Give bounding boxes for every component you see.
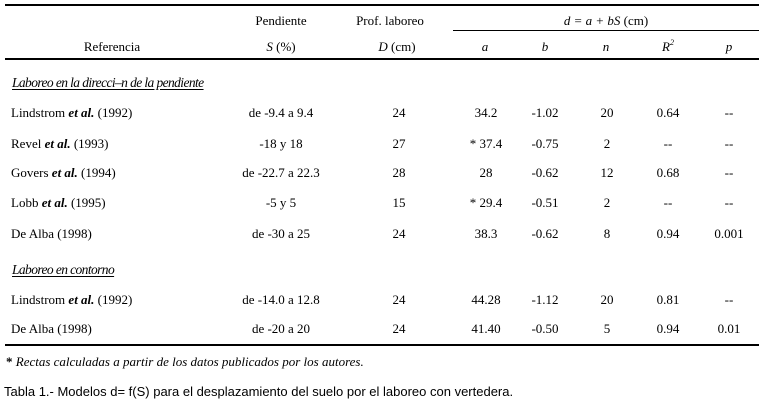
ref-author: Revel	[11, 136, 42, 151]
equation-text: d = a + bS	[563, 13, 621, 28]
header-slope	[266, 39, 295, 55]
table-row-ref	[11, 136, 109, 152]
footnote-text: Rectas calculadas a partir de los datos publicados por los autores.	[15, 354, 364, 369]
cell-slope: de -30 a 25	[251, 226, 311, 241]
table-row-ref	[11, 105, 132, 121]
slope-unit: (%)	[276, 39, 296, 54]
cell-b: -0.50	[531, 321, 559, 336]
cell-a: * 29.4	[469, 195, 503, 210]
header-b: b	[541, 39, 549, 54]
cell-r2: 0.64	[656, 105, 680, 120]
cell-b: -1.02	[531, 105, 559, 120]
cell-depth: 15	[392, 195, 406, 210]
cell-a: * 37.4	[469, 136, 503, 151]
ref-etal: et al.	[41, 195, 68, 210]
cell-a: 38.3	[474, 226, 498, 241]
cell-n: 12	[600, 165, 614, 180]
cell-n: 8	[603, 226, 611, 241]
cell-depth: 24	[392, 105, 406, 120]
cell-depth: 28	[392, 165, 406, 180]
cell-p: --	[724, 165, 734, 180]
table-row-ref	[11, 226, 92, 242]
depth-symbol: D	[378, 39, 388, 54]
cell-b: -1.12	[531, 292, 559, 307]
ref-author: Lindstrom	[11, 105, 66, 120]
r-symbol: R	[662, 39, 670, 54]
section-title-slope: Laboreo en la direcci–n de la pendiente	[12, 75, 204, 90]
cell-b: -0.51	[531, 195, 559, 210]
cell-p: 0.001	[714, 226, 744, 241]
ref-author: Lobb	[11, 195, 39, 210]
depth-unit: (cm)	[391, 39, 416, 54]
cell-n: 2	[603, 195, 611, 210]
ref-author: Govers	[11, 165, 49, 180]
cell-b: -0.75	[531, 136, 559, 151]
cell-slope: de -14.0 a 12.8	[242, 292, 320, 307]
cell-depth: 24	[392, 226, 406, 241]
table-row-ref	[11, 292, 132, 308]
bottom-rule	[5, 344, 759, 346]
r-superscript: 2	[669, 38, 674, 47]
ref-etal: et al.	[68, 105, 95, 120]
cell-p: 0.01	[717, 321, 741, 336]
slope-symbol: S	[266, 39, 273, 54]
cell-a: 34.2	[474, 105, 498, 120]
cell-n: 20	[600, 292, 614, 307]
cell-n: 2	[603, 136, 611, 151]
ref-etal: et al.	[51, 165, 78, 180]
top-rule	[5, 4, 759, 6]
cell-depth: 27	[392, 136, 406, 151]
table-caption: Tabla 1.- Modelos d= f(S) para el desplazamiento del suelo por el laboreo con vertedera.	[4, 384, 514, 399]
ref-author: De Alba (1998)	[11, 321, 92, 336]
cell-slope: de -9.4 a 9.4	[248, 105, 314, 120]
header-prof: Prof. laboreo	[356, 13, 424, 28]
cell-r2: --	[663, 136, 673, 151]
cell-p: --	[724, 136, 734, 151]
header-referencia: Referencia	[83, 39, 141, 54]
cell-slope: -18 y 18	[259, 136, 303, 151]
header-rule	[5, 58, 759, 60]
equation-unit: (cm)	[623, 13, 649, 28]
table-footnote	[6, 354, 364, 370]
header-r2	[662, 39, 674, 55]
header-n: n	[602, 39, 610, 54]
cell-slope: de -22.7 a 22.3	[242, 165, 320, 180]
cell-a: 44.28	[471, 292, 501, 307]
header-a: a	[481, 39, 489, 54]
ref-author: De Alba (1998)	[11, 226, 92, 241]
cell-b: -0.62	[531, 226, 559, 241]
cell-depth: 24	[392, 321, 406, 336]
header-equation	[564, 13, 648, 29]
ref-year: (1994)	[81, 165, 116, 180]
ref-year: (1995)	[70, 195, 106, 210]
cell-p: --	[724, 105, 734, 120]
ref-year: (1992)	[97, 292, 133, 307]
cell-n: 20	[600, 105, 614, 120]
footnote-star: *	[6, 354, 13, 369]
header-p: p	[725, 39, 733, 54]
ref-etal: et al.	[44, 136, 71, 151]
equation-group-rule	[453, 30, 759, 31]
cell-slope: -5 y 5	[265, 195, 297, 210]
cell-depth: 24	[392, 292, 406, 307]
cell-a: 41.40	[471, 321, 501, 336]
cell-n: 5	[603, 321, 611, 336]
cell-r2: --	[663, 195, 673, 210]
cell-slope: de -20 a 20	[251, 321, 311, 336]
ref-etal: et al.	[68, 292, 95, 307]
header-pendiente: Pendiente	[255, 13, 307, 28]
section-title-contour: Laboreo en contorno	[12, 262, 115, 277]
ref-year: (1992)	[97, 105, 133, 120]
cell-r2: 0.81	[656, 292, 680, 307]
cell-p: --	[724, 292, 734, 307]
ref-author: Lindstrom	[11, 292, 66, 307]
cell-a: 28	[479, 165, 493, 180]
cell-r2: 0.94	[656, 321, 680, 336]
cell-r2: 0.94	[656, 226, 680, 241]
cell-r2: 0.68	[656, 165, 680, 180]
ref-year: (1993)	[73, 136, 109, 151]
table-row-ref	[11, 195, 106, 211]
table-row-ref	[11, 321, 92, 337]
table-row-ref	[11, 165, 116, 181]
cell-p: --	[724, 195, 734, 210]
header-depth	[378, 39, 415, 55]
cell-b: -0.62	[531, 165, 559, 180]
